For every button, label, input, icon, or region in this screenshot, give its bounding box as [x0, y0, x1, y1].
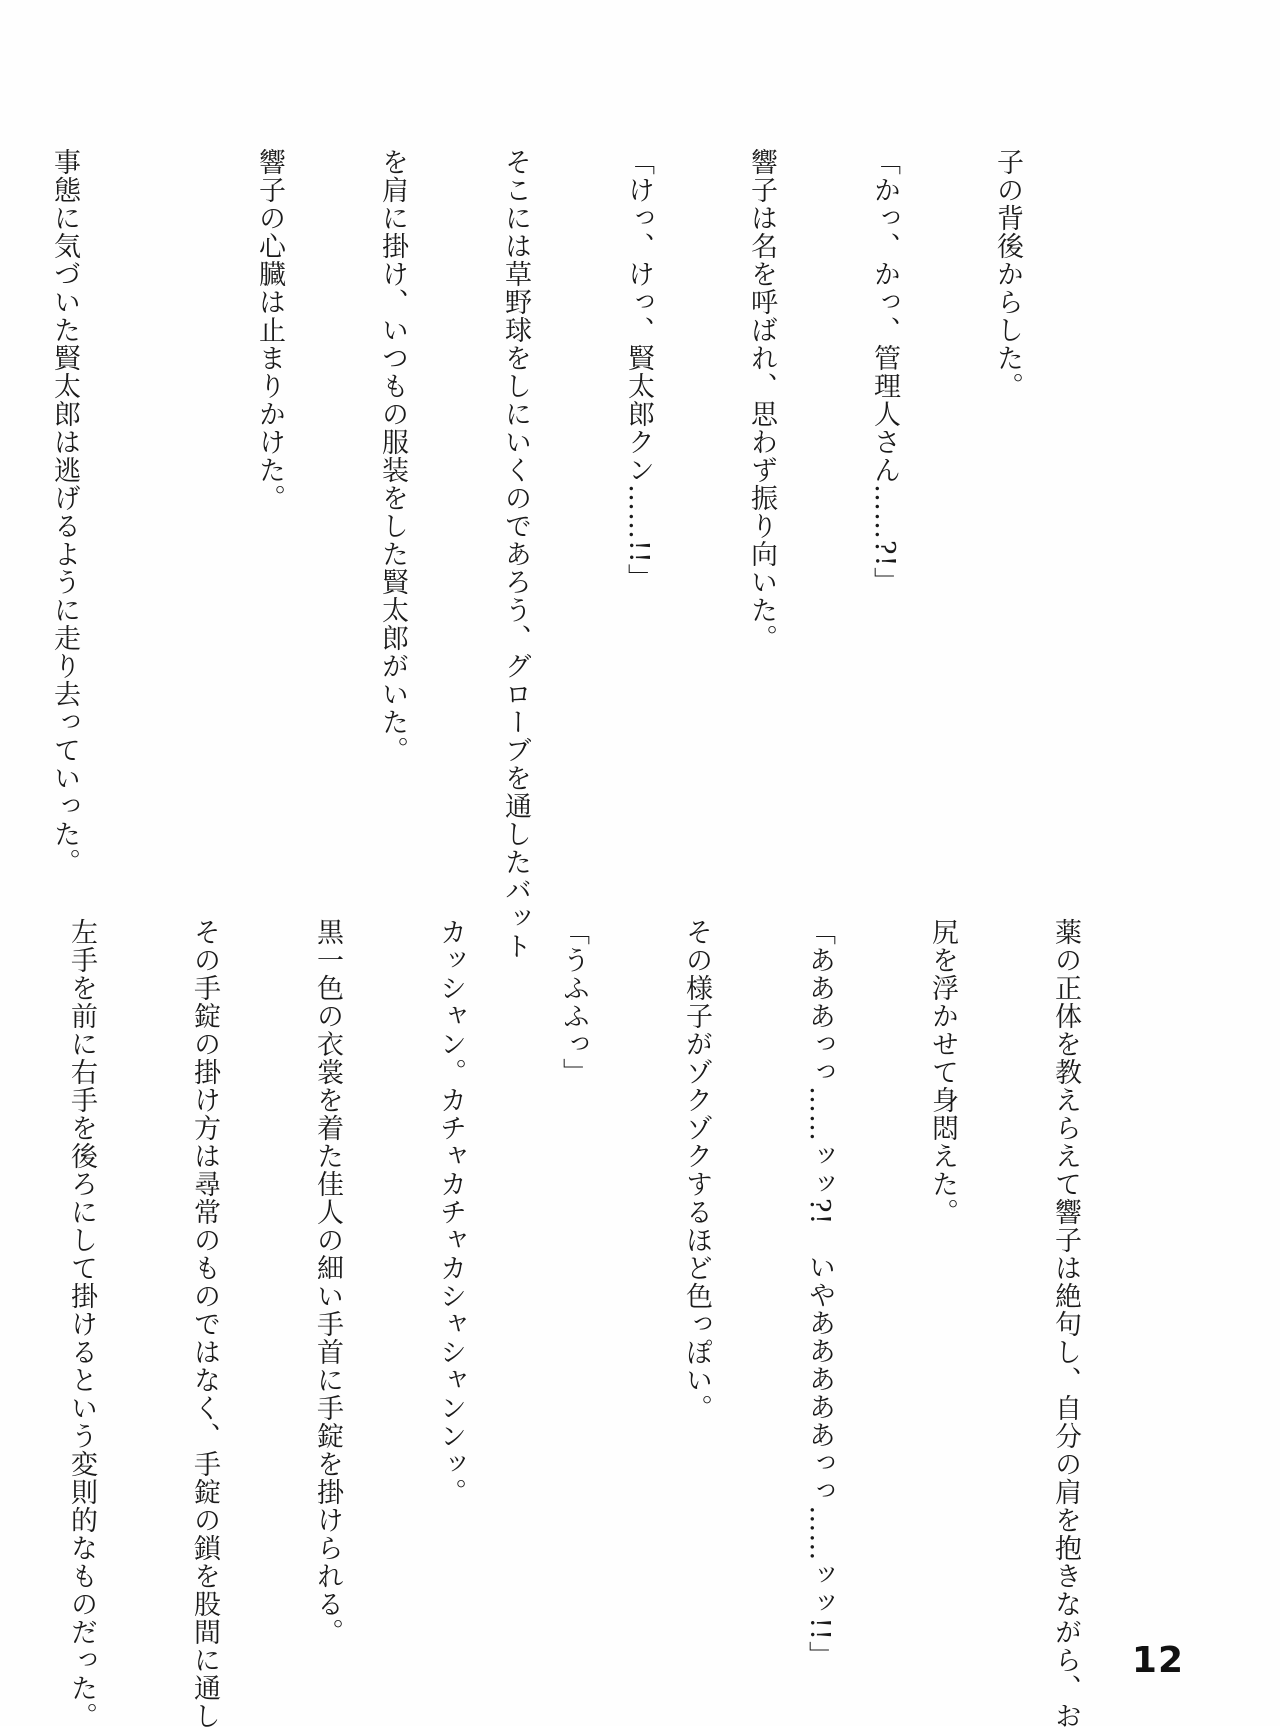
page-number: 12: [1131, 1640, 1184, 1681]
text-column: 「うふふっ」: [558, 918, 589, 1086]
text-column: 「けっ、けっ、賢太郎クン……!!」: [623, 148, 654, 592]
text-column: カッシャン。カチャカチャカシャシャンンッ。: [435, 918, 466, 1506]
text-column: 響子は名を呼ばれ、思わず振り向いた。: [746, 148, 777, 652]
text-column: 黒一色の衣裳を着た佳人の細い手首に手錠を掛けられる。: [312, 918, 343, 1646]
text-column: を肩に掛け、いつもの服装をした賢太郎がいた。: [377, 148, 408, 764]
text-column: 「かっ、かっ、管理人さん……?!」: [869, 148, 900, 596]
text-column: そこには草野球をしにいくのであろう、グローブを通したバット: [500, 148, 531, 960]
text-column: 「あああっっ……ッッ?! いやあああああっっ……ッッ!!」: [804, 918, 835, 1670]
text-column: 響子の心臓は止まりかけた。: [254, 148, 285, 512]
text-column: 事態に気づいた賢太郎は逃げるように走り去っていった。: [49, 148, 80, 876]
text-column: 尻を浮かせて身悶えた。: [927, 918, 958, 1226]
text-column: その手錠の掛け方は尋常のものではなく、手錠の鎖を股間に通し: [189, 918, 220, 1730]
text-column: 左手を前に右手を後ろにして掛けるという変則的なものだった。: [66, 918, 97, 1730]
text-column: 薬の正体を教えらえて響子は絶句し、自分の肩を抱きながら、お: [1050, 918, 1081, 1730]
upper-text-block: [49, 148, 1110, 960]
text-column: その様子がゾクゾクするほど色っぽい。: [681, 918, 712, 1422]
text-column: 子の背後からした。: [992, 148, 1023, 400]
